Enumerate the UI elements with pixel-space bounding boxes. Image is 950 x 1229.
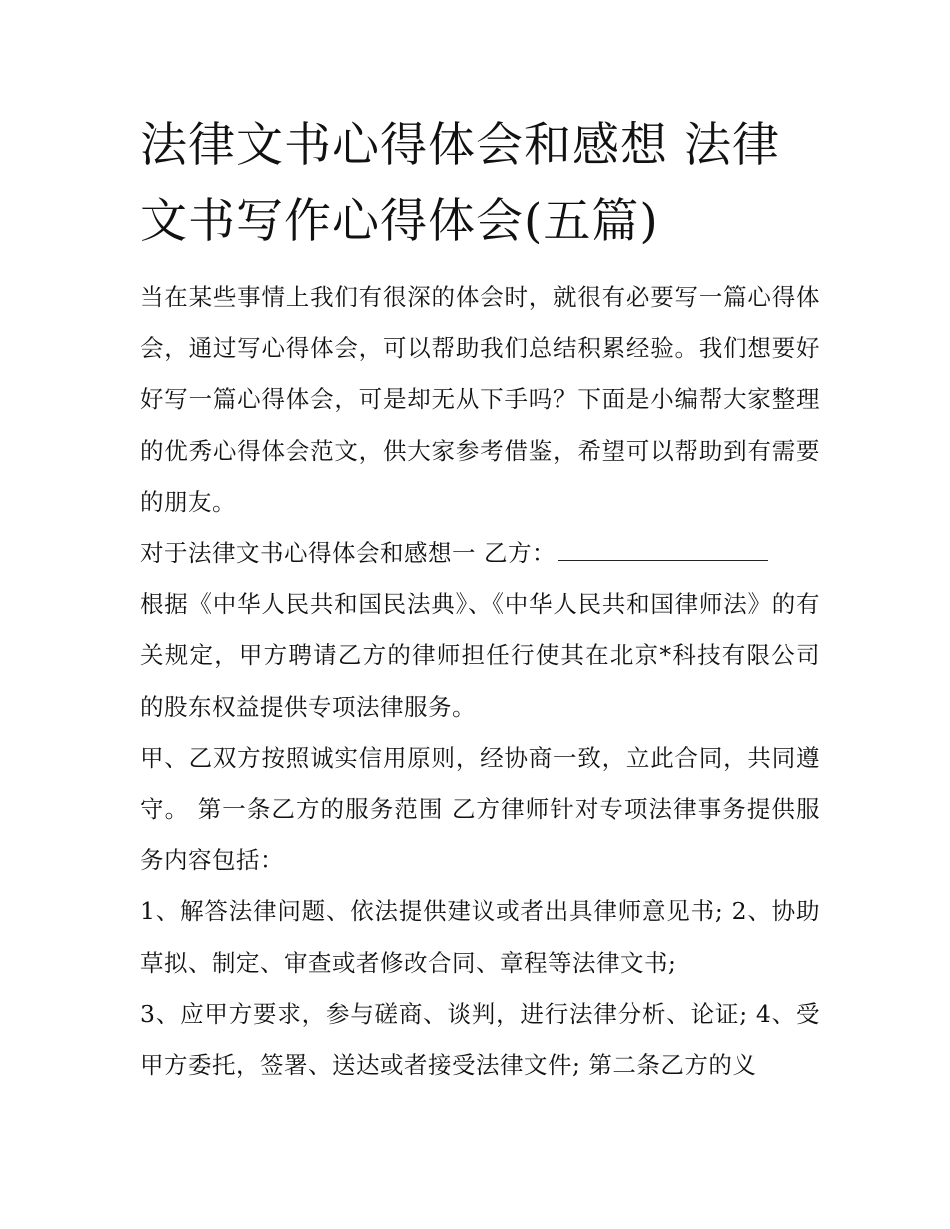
service-item-paragraph-1: 1、解答法律问题、依法提供建议或者出具律师意见书; 2、协助草拟、制定、审查或者修改合同、章程等法律文书; xyxy=(140,897,820,977)
legal-basis-paragraph: 根据《中华人民共和国民法典》、《中华人民共和国律师法》的有关规定，甲方聘请乙方的律师担任行使其在北京*科技有限公司的股东权益提供专项法律服务。 xyxy=(140,590,820,721)
service-item-paragraph-2: 3、应甲方要求，参与磋商、谈判，进行法律分析、论证; 4、受甲方委托，签署、送达或者接受法律文件; 第二条乙方的义 xyxy=(140,999,820,1080)
section-heading-text: 对于法律文书心得体会和感想一 乙方： xyxy=(140,539,556,568)
document-title: 法律文书心得体会和感想 法律文书写作心得体会(五篇) xyxy=(140,118,780,249)
party-b-blank-line xyxy=(558,534,768,561)
agreement-paragraph: 甲、乙双方按照诚实信用原则，经协商一致，立此合同，共同遵守。 第一条乙方的服务范围 乙方律师针对专项法律事务提供服务内容包括： xyxy=(140,743,820,875)
document-page xyxy=(140,108,820,1091)
section-heading-paragraph xyxy=(140,528,820,579)
intro-paragraph: 当在某些事情上我们有很深的体会时，就很有必要写一篇心得体会，通过写心得体会，可以帮助我们总结积累经验。我们想要好好写一篇心得体会，可是却无从下手吗？下面是小编帮大家整理的优秀心得体会范文，供大家参考借鉴，希望可以帮助到有需要的朋友。 xyxy=(140,283,820,516)
